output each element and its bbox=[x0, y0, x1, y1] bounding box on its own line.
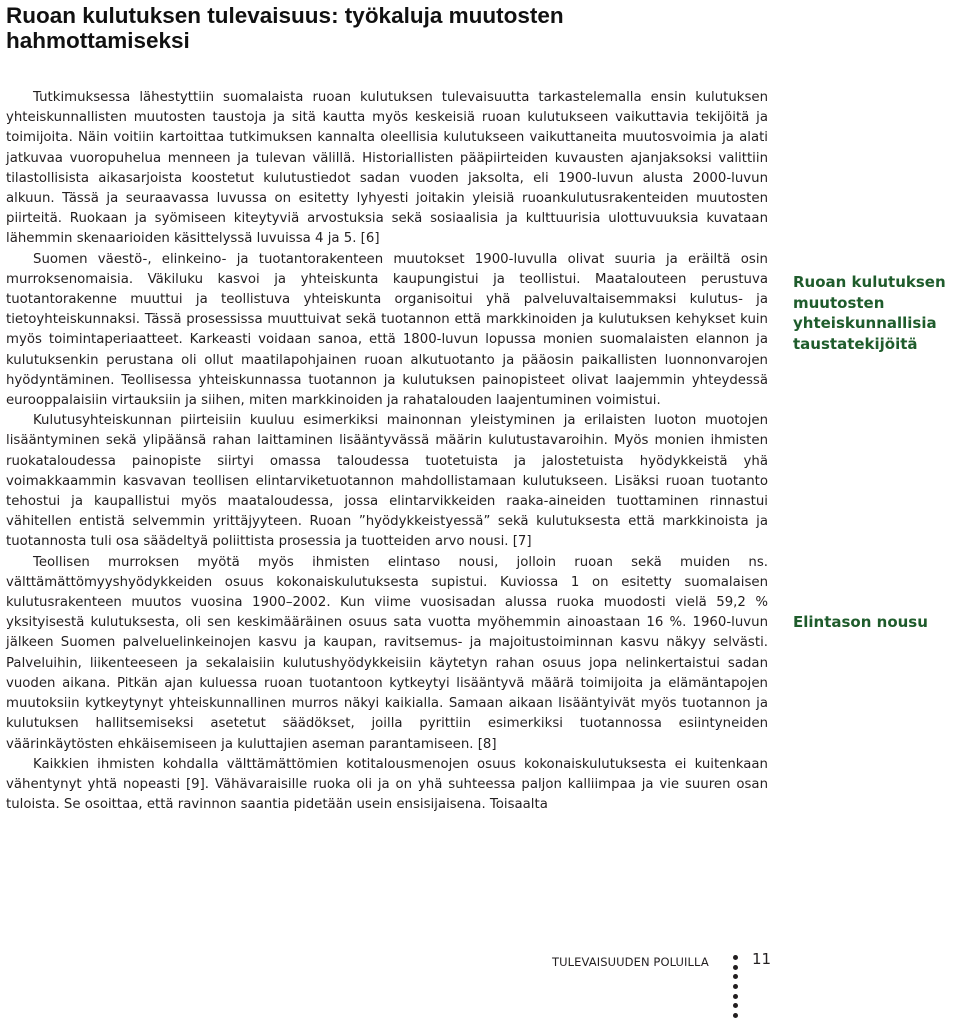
dot bbox=[733, 994, 738, 999]
dot bbox=[733, 974, 738, 979]
body-paragraph: Suomen väestö-, elinkeino- ja tuotantorakenteen muutokset 1900-luvulla olivat suuria ja eräiltä osin murroksenomaisia. Väkiluku kasvoi ja yhteiskunta kaupungistui ja teollistui. Maatalouteen perustuva tuotantorakenne muuttui ja teollistuva yhteiskunta organisoitui yhä palveluvaltaisemmaksi kulutus- ja tietoyhteiskunnaksi. Tässä prosessissa muuttuivat sekä tuotannon että markkinoiden ja kulutuksen kehykset kuin myös toimintaperiaatteet. Karkeasti voidaan sanoa, että 1800-luvun lopussa monien suomalaisten elannon ja kulutuksenkin perustana oli ollut maatilapohjainen ruoan alkutuotanto ja pääosin paikallisten luonnonvarojen hyödyntäminen. Teollisessa yhteiskunnassa tuotannon ja kulutuksen painopisteet olivat laajemmin yhteydessä eurooppalaisiin virtauksiin ja siihen, miten markkinoiden ja rahatalouden laajentuminen voimistui. bbox=[6, 251, 768, 409]
dot bbox=[733, 1013, 738, 1018]
article-body bbox=[6, 88, 768, 815]
article-title: Ruoan kulutuksen tulevaisuus: työkaluja muutosten hahmottamiseksi bbox=[6, 3, 564, 53]
page-number: 11 bbox=[752, 950, 772, 968]
body-paragraph: Kulutusyhteiskunnan piirteisiin kuuluu esimerkiksi mainonnan yleistyminen ja erilaisten luoton muotojen lisääntyminen sekä ylipäänsä rahan laittaminen lisääntyvässä määrin kulutustavaroihin. Myös monien ihmisten ruokataloudessa painopiste siirtyi omassa taloudessa tuotetuista ja jalostetuista hyödykkeistä yhä voimakkaammin kasvavan teollisen elintarviketuotannon mahdollistamaan kulutukseen. Lisäksi ruoan tuotanto tehostui ja kaupallistui myös maataloudessa, jossa elintarvikkeiden raaka-aineiden tuottaminen rinnastui vähitellen entistä selvemmin yrittäjyyteen. Ruoan ”hyödykkeistyessä” sekä kulutuksesta että markkinoista ja tuotannosta tuli osa säädeltyä poliittista prosessia ja tuotteiden arvo nousi. [7] bbox=[6, 413, 768, 550]
dot bbox=[733, 1003, 738, 1008]
running-footer-label: TULEVAISUUDEN POLUILLA bbox=[552, 955, 709, 969]
dot bbox=[733, 955, 738, 960]
body-paragraph: Tutkimuksessa lähestyttiin suomalaista ruoan kulutuksen tulevaisuutta tarkastelemalla ensin kulutuksen yhteiskunnallisten muutosten taustoja ja sitä kautta myös keskeisiä ruoan kulutukseen vaikuttavia tekijöitä ja toimijoita. Näin voitiin kartoittaa tutkimuksen kannalta oleellisia kulutukseen vaikuttaneita muutosvoimia ja alati jatkuvaa vuoropuhelua menneen ja tulevan välillä. Historiallisten pääpiirteiden kuvausten ajanjaksoksi valittiin tilastollisista aikasarjoista koostetut kulutustiedot sadan vuoden jaksolta, eli 1900-luvun alusta 2000-luvun alkuun. Tässä ja seuraavassa luvussa on esitetty lyhyesti joitakin yleisiä ruoankulutusrakenteiden muutosten piirteitä. Ruokaan ja syömiseen kiteytyviä arvostuksia sekä sosiaalisia ja kulttuurisia ulottuvuuksia kuvataan lähemmin skenaarioiden käsittelyssä luvuissa 4 ja 5. [6] bbox=[6, 90, 768, 247]
margin-heading-living-standard: Elintason nousu bbox=[793, 613, 928, 631]
decorative-dots bbox=[732, 955, 740, 1018]
dot bbox=[733, 984, 738, 989]
dot bbox=[733, 965, 738, 970]
body-paragraph: Kaikkien ihmisten kohdalla välttämättömien kotitalousmenojen osuus kokonaiskulutuksesta ei kuitenkaan vähentynyt yhtä nopeasti [9]. Vähävaraisille ruoka oli ja on yhä suhteessa paljon kalliimpaa ja vie suuren osan tuloista. Se osoittaa, että ravinnon saantia pidetään usein ensisijaisena. Toisaalta bbox=[6, 756, 768, 813]
margin-heading-social-background: Ruoan kulutuksen muutosten yhteiskunnallisia taustatekijöitä bbox=[793, 273, 946, 353]
body-paragraph: Teollisen murroksen myötä myös ihmisten elintaso nousi, jolloin ruoan sekä muiden ns. välttämättömyyshyödykkeiden osuus kokonaiskulutuksesta supistui. Kuviossa 1 on esitetty suomalaisen kulutusrakenteen muutos vuosina 1900–2002. Kun viime vuosisadan alussa ruoka muodosti vielä 59,2 % yksityisestä kulutuksesta, oli sen keskimääräinen osuus sata vuotta myöhemmin ainoastaan 16 %. 1960-luvun jälkeen Suomen palveluelinkeinojen kasvu ja kaupan, ravitsemus- ja majoitustoiminnan kasvu näkyy selvästi. Palveluihin, liikenteeseen ja sekalaisiin kulutushyödykkeisiin käytetyn rahan osuus jopa nelinkertaistui sadan vuoden aikana. Pitkän ajan kuluessa ruoan tuotantoon kytkeytyi lisääntyvä määrä toimijoita ja elämäntapojen muutoksiin kytkeytynyt yhteiskunnallinen murros näkyi kaikialla. Samaan aikaan lisääntyivät myös tuotannon ja kulutuksen hallitsemiseksi asetetut säädökset, joilla pyrittiin esimerkiksi tuotannossa esiintyneiden väärinkäytösten ehkäisemiseen ja kuluttajien aseman parantamiseen. [8] bbox=[6, 554, 768, 752]
